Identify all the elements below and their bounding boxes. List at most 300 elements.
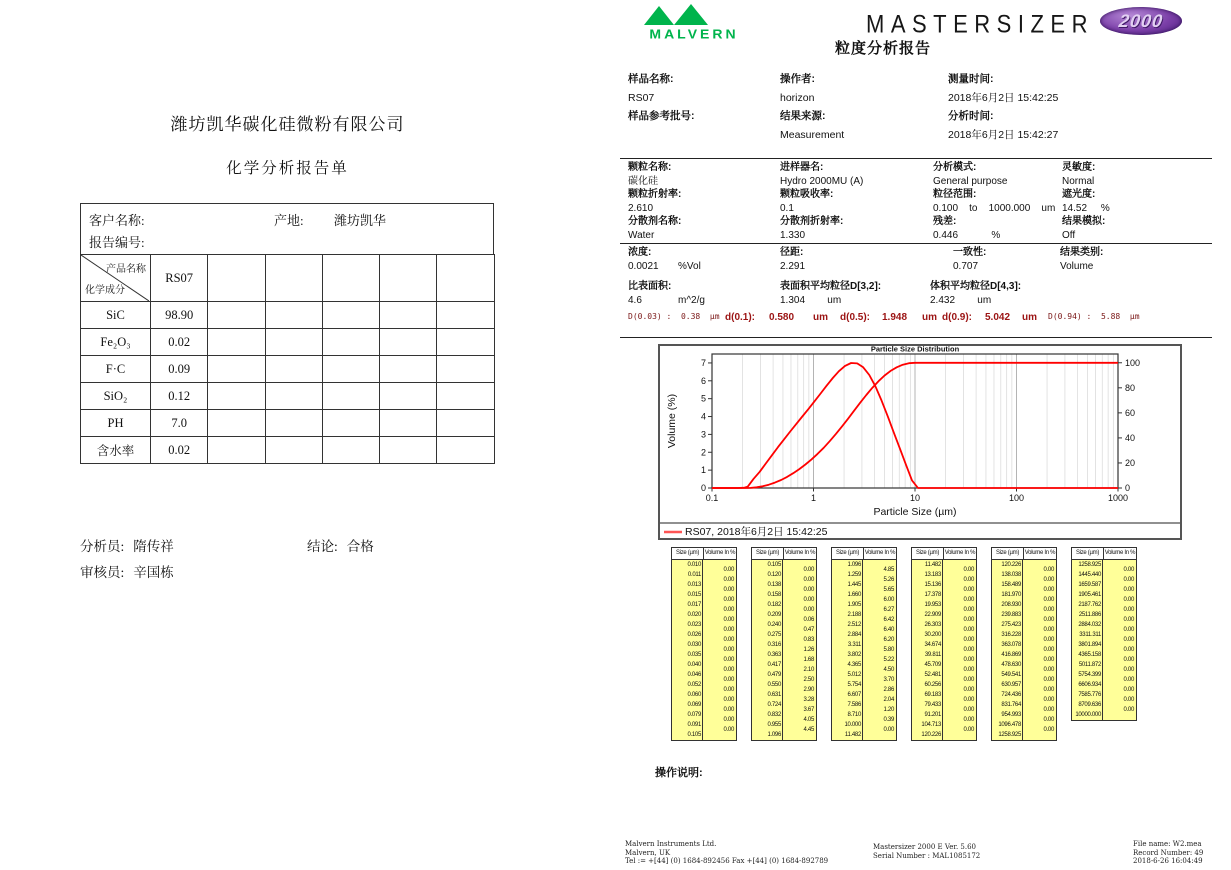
volume-value: 2.04 xyxy=(883,697,894,703)
size-value: 0.120 xyxy=(767,572,781,578)
value-cell xyxy=(437,410,494,437)
size-value: 158.489 xyxy=(1001,582,1021,588)
volume-value: 0.00 xyxy=(803,567,814,573)
value-cell xyxy=(380,329,437,356)
value-cell xyxy=(437,356,494,383)
volume-value: 0.00 xyxy=(1123,707,1134,713)
volume-value: 0.00 xyxy=(1123,627,1134,633)
value-cell xyxy=(322,302,379,329)
size-value: 0.275 xyxy=(767,632,781,638)
volume-value: 0.00 xyxy=(723,657,734,663)
volume-value: 0.00 xyxy=(723,677,734,683)
badge-2000-label: 2000 xyxy=(1117,10,1165,31)
size-value: 0.724 xyxy=(767,702,781,708)
origin-value: 潍坊凯华 xyxy=(334,213,387,228)
volume-value: 0.00 xyxy=(963,597,974,603)
field-value: Volume xyxy=(1060,260,1094,272)
size-value: 1096.478 xyxy=(998,722,1021,728)
volume-value: 0.00 xyxy=(963,707,974,713)
size-value: 1258.925 xyxy=(1078,562,1101,568)
volume-value: 4.05 xyxy=(803,717,814,723)
value-cell xyxy=(265,410,322,437)
field-value: Water xyxy=(628,229,655,241)
field-value: 4.6 m^2/g xyxy=(628,294,705,306)
volume-value: 2.90 xyxy=(803,687,814,693)
size-table-5 xyxy=(991,547,1057,741)
volume-value: 0.00 xyxy=(723,577,734,583)
value-cell xyxy=(265,356,322,383)
value-cell xyxy=(208,329,265,356)
volume-value: 6.27 xyxy=(883,607,894,613)
chemical-report-title: 化学分析报告单 xyxy=(226,160,349,177)
volume-value: 6.20 xyxy=(883,637,894,643)
size-value: 3.311 xyxy=(847,642,861,648)
size-value: 239.883 xyxy=(1001,612,1021,618)
volume-value: 0.83 xyxy=(803,637,814,643)
size-column xyxy=(912,560,943,740)
size-table-body xyxy=(1072,560,1136,720)
svg-text:1: 1 xyxy=(810,493,817,503)
size-value: 45.709 xyxy=(924,662,941,668)
volume-value: 0.00 xyxy=(1123,607,1134,613)
mastersizer-2000-badge xyxy=(1100,7,1182,35)
field-value: 0.0021 %Vol xyxy=(628,260,701,272)
volume-column xyxy=(703,560,736,740)
info-column xyxy=(953,246,986,273)
field-value: 1.304 um xyxy=(780,294,842,306)
volume-value: 0.00 xyxy=(723,667,734,673)
volume-value: 0.00 xyxy=(1043,647,1054,653)
mountain-icon xyxy=(674,4,708,25)
d09-label: d(0.9): xyxy=(942,312,972,323)
composition-row xyxy=(81,383,495,410)
size-value: 181.970 xyxy=(1001,592,1021,598)
volume-value: 2.86 xyxy=(883,687,894,693)
svg-text:10: 10 xyxy=(909,493,921,503)
composition-row xyxy=(81,410,495,437)
size-value: 10.000 xyxy=(844,722,861,728)
value-cell xyxy=(265,329,322,356)
size-value: 0.209 xyxy=(767,612,781,618)
volume-value: 0.00 xyxy=(723,637,734,643)
size-column-header: Size (µm) xyxy=(912,548,944,559)
volume-value: 0.00 xyxy=(963,567,974,573)
value-cell: 0.02 xyxy=(151,329,208,356)
size-value: 5.754 xyxy=(847,682,861,688)
d09-unit: um xyxy=(1022,312,1037,323)
value-cell xyxy=(322,383,379,410)
field-label: 结果类别: xyxy=(1060,247,1104,258)
value-cell xyxy=(380,437,437,464)
size-value: 0.023 xyxy=(687,622,701,628)
size-value: 120.226 xyxy=(1001,562,1021,568)
volume-value: 0.06 xyxy=(803,617,814,623)
field-label: 粒径范围: xyxy=(933,189,977,200)
d-values-row xyxy=(620,312,1212,328)
size-value: 1258.925 xyxy=(998,732,1021,738)
chemical-report-table xyxy=(80,203,494,464)
section-divider xyxy=(620,158,1212,159)
size-column xyxy=(752,560,783,740)
company-name: 潍坊凯华碳化硅微粉有限公司 xyxy=(170,115,405,134)
info-column xyxy=(628,161,681,242)
size-value: 954.993 xyxy=(1001,712,1021,718)
report-no-label: 报告编号: xyxy=(89,235,145,250)
volume-value: 0.00 xyxy=(1043,727,1054,733)
footer-line: Malvern Instruments Ltd. xyxy=(625,840,717,848)
size-value: 138.038 xyxy=(1001,572,1021,578)
size-value: 2.512 xyxy=(847,622,861,628)
field-label: 分析模式: xyxy=(933,162,977,173)
size-table-6 xyxy=(1071,547,1137,721)
size-table-2 xyxy=(751,547,817,741)
value-cell xyxy=(322,356,379,383)
field-value: Hydro 2000MU (A) xyxy=(780,175,864,187)
volume-value: 0.00 xyxy=(723,727,734,733)
field-value: 14.52 % xyxy=(1062,202,1110,214)
component-cell: F·C xyxy=(81,356,151,383)
volume-value: 0.00 xyxy=(723,607,734,613)
svg-text:100: 100 xyxy=(1008,493,1025,503)
reviewer-label: 审核员: xyxy=(80,565,125,580)
volume-value: 0.00 xyxy=(723,697,734,703)
d01-label: d(0.1): xyxy=(725,312,755,323)
field-label: 颗粒名称: xyxy=(628,162,672,173)
conclusion-value: 合格 xyxy=(346,539,374,554)
field-label: 样品名称: xyxy=(628,73,674,85)
field-label: 浓度: xyxy=(628,247,652,258)
size-column-header: Size (µm) xyxy=(1072,548,1104,559)
mastersizer-wordmark: MASTERSIZER xyxy=(866,10,1094,38)
volume-value: 2.50 xyxy=(803,677,814,683)
size-value: 0.158 xyxy=(767,592,781,598)
d003-value: D(0.03) : 0.38 μm xyxy=(628,312,720,321)
field-value: RS07 xyxy=(628,91,655,104)
volume-value: 0.00 xyxy=(1123,687,1134,693)
volume-value: 0.00 xyxy=(963,657,974,663)
info-column xyxy=(1060,246,1103,273)
size-value: 15.136 xyxy=(924,582,941,588)
customer-label: 客户名称: xyxy=(89,213,145,228)
size-value: 8.710 xyxy=(847,712,861,718)
volume-value: 0.00 xyxy=(1043,577,1054,583)
analyst-row xyxy=(80,535,510,555)
svg-text:40: 40 xyxy=(1125,432,1136,443)
size-value: 26.303 xyxy=(924,622,941,628)
value-cell xyxy=(265,302,322,329)
composition-row xyxy=(81,329,495,356)
info-column xyxy=(780,161,863,242)
size-table-header xyxy=(1072,548,1136,560)
value-cell xyxy=(208,383,265,410)
analyst-name: 隋传祥 xyxy=(133,539,174,554)
volume-value: 3.70 xyxy=(883,677,894,683)
field-label: 灵敏度: xyxy=(1062,162,1096,173)
field-label: 颗粒吸收率: xyxy=(780,189,834,200)
info-column xyxy=(628,246,701,273)
volume-value: 2.10 xyxy=(803,667,814,673)
field-value: 2018年6月2日 15:42:25 xyxy=(948,91,1059,104)
volume-column xyxy=(863,560,896,740)
volume-value: 0.00 xyxy=(963,687,974,693)
size-value: 0.105 xyxy=(687,732,701,738)
size-value: 30.200 xyxy=(924,632,941,638)
size-table-4 xyxy=(911,547,977,741)
volume-value: 0.00 xyxy=(1123,647,1134,653)
size-value: 0.040 xyxy=(687,662,701,668)
volume-value: 0.00 xyxy=(1043,607,1054,613)
volume-value: 0.00 xyxy=(1043,567,1054,573)
volume-value: 0.00 xyxy=(1043,627,1054,633)
info-column xyxy=(780,70,844,144)
field-value: Measurement xyxy=(780,128,845,141)
volume-value: 0.00 xyxy=(1123,637,1134,643)
d094-value: D(0.94) : 5.88 μm xyxy=(1048,312,1140,321)
field-label: 分散剂名称: xyxy=(628,216,682,227)
value-cell xyxy=(380,302,437,329)
volume-value: 5.26 xyxy=(883,577,894,583)
d05-label: d(0.5): xyxy=(840,312,870,323)
svg-text:6: 6 xyxy=(700,375,706,386)
size-value: 1.660 xyxy=(847,592,861,598)
volume-value: 0.00 xyxy=(963,617,974,623)
svg-text:20: 20 xyxy=(1125,457,1136,468)
size-value: 11.482 xyxy=(844,732,861,738)
field-value xyxy=(628,126,695,145)
field-label: 分析时间: xyxy=(948,110,994,122)
volume-value: 0.00 xyxy=(723,647,734,653)
size-value: 1659.587 xyxy=(1078,582,1101,588)
volume-value: 1.20 xyxy=(883,707,894,713)
size-value: 104.713 xyxy=(921,722,941,728)
size-value: 0.069 xyxy=(687,702,701,708)
value-cell xyxy=(208,410,265,437)
value-cell xyxy=(208,302,265,329)
info-column xyxy=(933,161,1055,242)
footer-company-address xyxy=(625,840,828,866)
volume-value: 4.85 xyxy=(883,567,894,573)
info-column xyxy=(628,280,705,307)
field-value: Normal xyxy=(1062,175,1095,187)
product-name-cell xyxy=(380,255,437,302)
component-cell: SiC xyxy=(81,302,151,329)
value-cell xyxy=(437,437,494,464)
volume-value: 3.28 xyxy=(803,697,814,703)
volume-value: 4.50 xyxy=(883,667,894,673)
svg-text:0: 0 xyxy=(1125,483,1131,493)
size-value: 0.631 xyxy=(767,692,781,698)
composition-row xyxy=(81,302,495,329)
field-label: 体积平均粒径D[4,3]: xyxy=(930,281,1022,292)
size-table-header xyxy=(832,548,896,560)
results-row-2 xyxy=(620,280,1212,312)
size-table-header xyxy=(672,548,736,560)
volume-value: 0.39 xyxy=(883,717,894,723)
volume-value: 1.26 xyxy=(803,647,814,653)
size-value: 2187.762 xyxy=(1078,602,1101,608)
mastersizer-report-page xyxy=(620,0,1212,870)
size-table-body xyxy=(912,560,976,740)
size-value: 0.240 xyxy=(767,622,781,628)
field-value: horizon xyxy=(780,91,815,104)
product-name-cell: RS07 xyxy=(151,255,208,302)
size-value: 1445.440 xyxy=(1078,572,1101,578)
volume-value: 0.00 xyxy=(1123,587,1134,593)
field-label: 比表面积: xyxy=(628,281,672,292)
field-label: 表面积平均粒径D[3,2]: xyxy=(780,281,882,292)
size-value: 2.884 xyxy=(847,632,861,638)
size-value: 5754.399 xyxy=(1078,672,1101,678)
psd-report-title: 粒度分析报告 xyxy=(835,40,932,57)
value-cell: 7.0 xyxy=(151,410,208,437)
volume-value: 3.67 xyxy=(803,707,814,713)
size-value: 10000.000 xyxy=(1075,712,1101,718)
composition-row xyxy=(81,437,495,464)
field-label: 结果来源: xyxy=(780,110,826,122)
svg-text:100: 100 xyxy=(1125,357,1141,368)
size-value: 831.764 xyxy=(1001,702,1021,708)
size-value: 7585.776 xyxy=(1078,692,1101,698)
volume-column xyxy=(1103,560,1136,720)
size-value: 478.630 xyxy=(1001,662,1021,668)
field-label: 分散剂折射率: xyxy=(780,216,844,227)
volume-value: 0.00 xyxy=(963,717,974,723)
d01-value: 0.580 xyxy=(769,312,795,323)
volume-column xyxy=(1023,560,1056,740)
info-column xyxy=(948,70,1058,144)
size-value: 208.930 xyxy=(1001,602,1021,608)
field-label: 径距: xyxy=(780,247,804,258)
size-value: 1.259 xyxy=(847,572,861,578)
volume-value: 0.00 xyxy=(1123,567,1134,573)
size-value: 1.905 xyxy=(847,602,861,608)
field-label: 颗粒折射率: xyxy=(628,189,682,200)
size-column-header: Size (µm) xyxy=(752,548,784,559)
volume-value: 5.22 xyxy=(883,657,894,663)
footer-file-info xyxy=(1133,840,1203,866)
volume-value: 0.00 xyxy=(803,587,814,593)
product-name-cell xyxy=(322,255,379,302)
size-value: 2.188 xyxy=(847,612,861,618)
value-cell xyxy=(265,437,322,464)
x-axis-label: Particle Size (µm) xyxy=(873,506,957,518)
volume-column-header: Volume In % xyxy=(1104,550,1136,556)
field-value: Off xyxy=(1062,229,1076,241)
size-table-header xyxy=(752,548,816,560)
size-table-body xyxy=(992,560,1056,740)
svg-text:0: 0 xyxy=(700,483,706,493)
size-column xyxy=(992,560,1023,740)
product-name-cell xyxy=(265,255,322,302)
product-name-cell xyxy=(437,255,494,302)
value-cell xyxy=(208,437,265,464)
mountain-icon xyxy=(644,6,674,25)
volume-value: 0.00 xyxy=(723,627,734,633)
volume-value: 0.00 xyxy=(723,587,734,593)
size-value: 4365.158 xyxy=(1078,652,1101,658)
value-cell: 0.12 xyxy=(151,383,208,410)
svg-text:5: 5 xyxy=(700,393,706,404)
section-divider xyxy=(620,243,1212,244)
size-distribution-tables xyxy=(671,547,1211,741)
volume-value: 1.68 xyxy=(803,657,814,663)
size-value: 0.020 xyxy=(687,612,701,618)
conclusion-label: 结论: xyxy=(307,539,338,554)
d01-unit: um xyxy=(813,312,828,323)
svg-text:2: 2 xyxy=(700,447,706,458)
volume-value: 0.00 xyxy=(803,607,814,613)
value-cell xyxy=(265,383,322,410)
size-value: 1905.461 xyxy=(1078,592,1101,598)
field-value: 2.291 xyxy=(780,260,806,272)
size-value: 1.096 xyxy=(847,562,861,568)
info-column xyxy=(628,70,695,144)
operation-notes-label: 操作说明: xyxy=(655,767,703,779)
field-value: 1.330 xyxy=(780,229,806,241)
field-value: 2018年6月2日 15:42:27 xyxy=(948,128,1059,141)
size-value: 0.091 xyxy=(687,722,701,728)
size-value: 6606.934 xyxy=(1078,682,1101,688)
size-value: 549.541 xyxy=(1001,672,1021,678)
size-value: 0.316 xyxy=(767,642,781,648)
volume-value: 0.00 xyxy=(1043,687,1054,693)
field-label: 残差: xyxy=(933,216,957,227)
volume-value: 0.00 xyxy=(1123,597,1134,603)
field-value: 2.432 um xyxy=(930,294,992,306)
volume-value: 0.00 xyxy=(723,597,734,603)
size-value: 0.832 xyxy=(767,712,781,718)
footer-line: File name: W2.mea xyxy=(1133,840,1202,848)
field-value: 碳化硅 xyxy=(628,175,658,187)
volume-value: 0.00 xyxy=(1123,617,1134,623)
volume-column-header: Volume In % xyxy=(864,550,896,556)
volume-value: 4.45 xyxy=(803,727,814,733)
table-header-row xyxy=(81,255,495,302)
size-value: 8709.636 xyxy=(1078,702,1101,708)
volume-value: 0.00 xyxy=(1043,677,1054,683)
diagonal-label-composition: 化学成分 xyxy=(85,285,125,296)
info-column xyxy=(780,280,881,307)
volume-value: 0.00 xyxy=(1043,617,1054,623)
size-value: 0.013 xyxy=(687,582,701,588)
footer-line: Serial Number : MAL1085172 xyxy=(873,851,981,860)
size-column xyxy=(1072,560,1103,720)
svg-text:80: 80 xyxy=(1125,382,1136,393)
size-value: 79.433 xyxy=(924,702,941,708)
size-value: 316.228 xyxy=(1001,632,1021,638)
size-value: 0.015 xyxy=(687,592,701,598)
volume-column-header: Volume In % xyxy=(704,550,736,556)
size-table-body xyxy=(832,560,896,740)
volume-value: 0.00 xyxy=(1043,587,1054,593)
value-cell xyxy=(322,329,379,356)
size-column-header: Size (µm) xyxy=(832,548,864,559)
field-label: 遮光度: xyxy=(1062,189,1096,200)
field-label: 样品参考批号: xyxy=(628,110,695,122)
reviewer-row xyxy=(80,561,510,581)
size-value: 0.026 xyxy=(687,632,701,638)
origin-label: 产地: xyxy=(274,213,304,228)
component-cell: SiO₂ xyxy=(81,383,151,410)
value-cell xyxy=(322,437,379,464)
volume-value: 0.00 xyxy=(1043,637,1054,643)
volume-value: 0.00 xyxy=(963,627,974,633)
volume-value: 0.00 xyxy=(1123,577,1134,583)
field-label: 进样器名: xyxy=(780,162,824,173)
d05-value: 1.948 xyxy=(882,312,908,323)
volume-value: 0.00 xyxy=(963,607,974,613)
y-axis-label: Volume (%) xyxy=(666,393,678,449)
